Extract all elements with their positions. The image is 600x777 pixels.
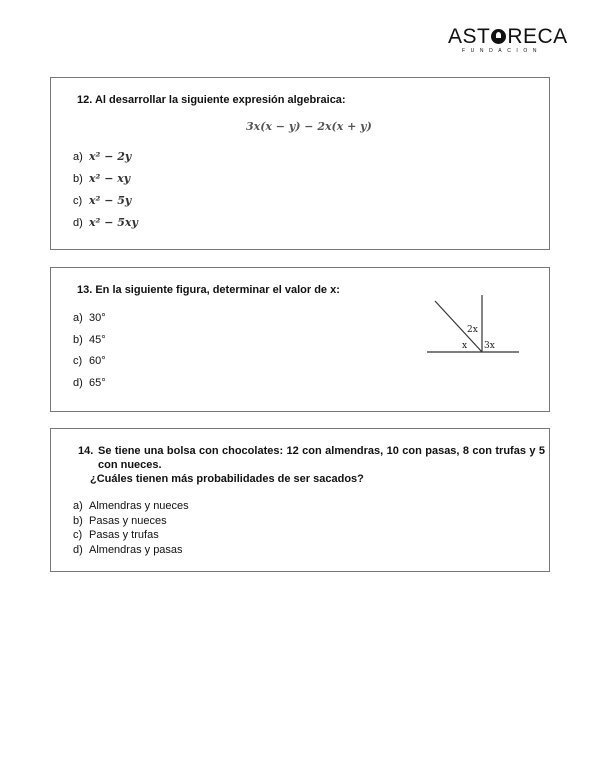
label-2x: 2x [467, 325, 478, 335]
option-text: Almendras y nueces [89, 500, 189, 512]
question-13-option-d[interactable] [73, 377, 106, 389]
option-letter: d) [73, 377, 83, 389]
question-12-expression: 3x(x − y) − 2x(x + y) [246, 120, 372, 133]
question-12-text: 12. Al desarrollar la siguiente expresión algebraica: [77, 94, 346, 106]
question-14-number: 14. [78, 445, 94, 457]
question-13-option-a[interactable] [73, 312, 106, 324]
logo-o-icon [491, 29, 506, 44]
label-3x: 3x [484, 341, 495, 351]
option-text: 60° [89, 355, 106, 367]
option-text: 65° [89, 377, 106, 389]
option-letter: b) [73, 334, 83, 346]
logo-text-right: RECA [507, 25, 568, 48]
question-14-text-block [78, 444, 545, 486]
question-14-question: ¿Cuáles tienen más probabilidades de ser sacados? [90, 473, 364, 485]
option-letter: a) [73, 312, 83, 324]
option-letter: d) [73, 217, 83, 229]
question-12-option-d[interactable] [73, 216, 138, 229]
option-text: 30° [89, 312, 106, 324]
option-text: x² − 5y [89, 194, 132, 207]
option-text: Almendras y pasas [89, 544, 183, 556]
question-13-text: 13. En la siguiente figura, determinar el valor de x: [77, 284, 340, 296]
question-13-option-b[interactable] [73, 334, 106, 346]
option-letter: b) [73, 173, 83, 185]
logo-wordmark [448, 25, 568, 48]
option-letter: d) [73, 544, 83, 556]
question-14-text: Se tiene una bolsa con chocolates: 12 con almendras, 10 con pasas, 8 con trufas y 5 con nueces. [98, 445, 545, 471]
question-12-option-b[interactable] [73, 172, 130, 185]
angle-figure [425, 293, 521, 357]
option-letter: b) [73, 515, 83, 527]
option-text: x² − xy [89, 172, 131, 185]
logo-text-left: AST [448, 25, 491, 48]
logo-subtitle: FUNDACION [462, 48, 543, 54]
option-text: Pasas y trufas [89, 529, 159, 541]
option-letter: a) [73, 151, 83, 163]
question-13-option-c[interactable] [73, 355, 106, 367]
question-14-option-a[interactable] [73, 500, 189, 512]
question-14-option-b[interactable] [73, 515, 167, 527]
option-letter: c) [73, 529, 83, 541]
astoreca-logo [448, 25, 568, 56]
option-text: x² − 5xy [89, 216, 138, 229]
option-letter: c) [73, 195, 83, 207]
label-x: x [462, 341, 468, 351]
question-12-option-a[interactable] [73, 150, 131, 163]
option-text: 45° [89, 334, 106, 346]
question-12-option-c[interactable] [73, 194, 131, 207]
option-letter: a) [73, 500, 83, 512]
option-text: x² − 2y [89, 150, 132, 163]
option-letter: c) [73, 355, 83, 367]
question-14-option-d[interactable] [73, 544, 183, 556]
question-14-option-c[interactable] [73, 529, 159, 541]
option-text: Pasas y nueces [89, 515, 167, 527]
